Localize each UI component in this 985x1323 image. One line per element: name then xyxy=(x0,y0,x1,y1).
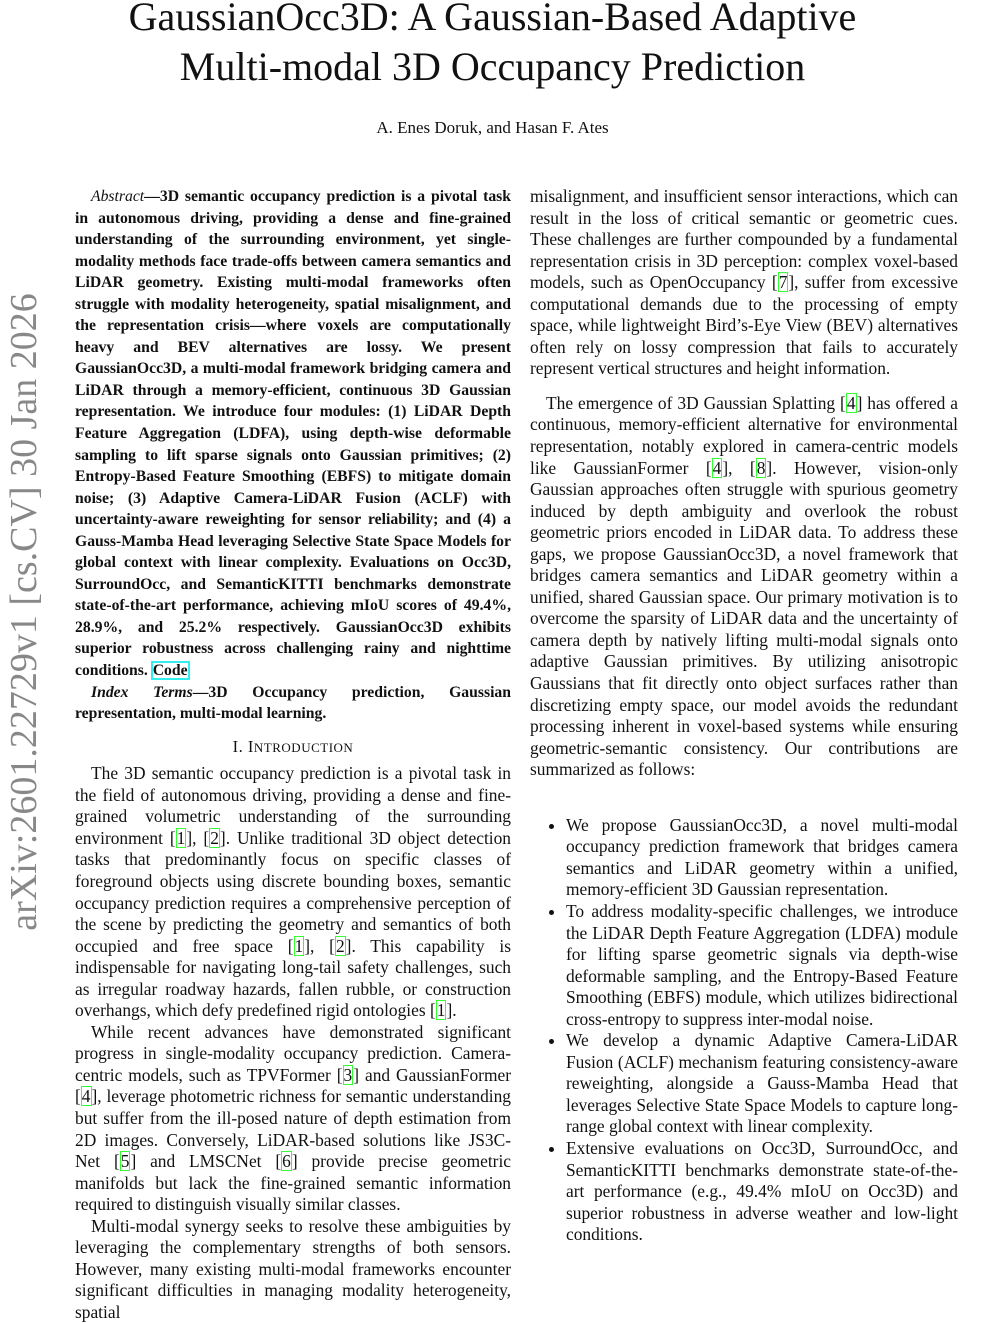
citation-link[interactable]: 4 xyxy=(81,1086,91,1107)
citation-link[interactable]: 8 xyxy=(756,457,766,478)
paragraph xyxy=(75,1022,511,1216)
paragraph xyxy=(530,393,958,781)
paragraph-text: ] and GaussianFormer [ xyxy=(75,1064,511,1107)
citation-link[interactable]: 1 xyxy=(294,935,304,956)
paragraph-text: ]. Unlike traditional 3D object detection tasks that predominantly focus on specific classes of foreground objects using discrete bounding boxes, semantic occupancy prediction requires a comprehensive perception of the scene by predicting the geometry and semantics of both occupied and free space [ xyxy=(75,827,511,956)
section-heading xyxy=(75,736,511,759)
left-body xyxy=(75,763,511,1323)
citation-link[interactable]: 4 xyxy=(712,457,722,478)
paragraph xyxy=(530,186,958,380)
title-line-2: Multi-modal 3D Occupancy Prediction xyxy=(179,44,806,89)
paragraph-text: While recent advances have demonstrated significant progress in single-modality occupancy prediction. Camera-centric models, such as TPVFormer [ xyxy=(75,1021,511,1085)
contributions-list xyxy=(530,815,958,1246)
abstract-label: Abstract xyxy=(91,188,145,205)
section-numeral: I. xyxy=(232,736,248,756)
paragraph-text: ], suffer from excessive computational demands due to the processing of empty space, while lightweight Bird’s-Eye View (BEV) alternatives often rely on lossy compression that fails to accurately represent vertical structures and height information. xyxy=(530,272,958,379)
section-initial: I xyxy=(247,736,254,756)
citation-link[interactable]: 2 xyxy=(335,935,345,956)
paragraph xyxy=(75,1216,511,1323)
paragraph-text: ], [ xyxy=(304,935,335,956)
title-line-1: GaussianOcc3D: A Gaussian-Based Adaptive xyxy=(128,0,857,39)
citation-link[interactable]: 3 xyxy=(343,1064,353,1085)
index-terms-text: —3D Occupancy prediction, Gaussian representation, multi-modal learning. xyxy=(75,683,511,723)
left-column xyxy=(75,186,511,1323)
code-link[interactable]: Code xyxy=(152,662,188,680)
paragraph-text: The 3D semantic occupancy prediction is a pivotal task in the field of autonomous driving, providing a dense and fine-grained volumetric understanding of the surrounding environment [ xyxy=(75,763,511,848)
paragraph-text: ], [ xyxy=(186,827,210,848)
paragraph-text: ] and LMSCNet [ xyxy=(130,1151,282,1172)
paragraph-text: ]. However, vision-only Gaussian approaches often struggle with spurious geometry induced by depth ambiguity and overlook the robust geometric priors encoded in LiDAR data. To address these gaps, we propose GaussianOcc3D, a novel framework that bridges camera semantics and LiDAR geometry within a unified, shared Gaussian space. Our primary motivation is to overcome the sparsity of LiDAR data and the uncertainty of camera depth by natively lifting multi-modal signals onto adaptive Gaussian primitives. By utilizing anisotropic Gaussians that fit directly onto object surfaces rather than discretizing empty space, our model avoids the redundant processing inherent in voxel-based systems while ensuring geometric-semantic consistency. Our contributions are summarized as follows: xyxy=(530,457,959,780)
paragraph-text: ] provide precise geometric manifolds but lack the fine-grained semantic information required to distinguish visually similar classes. xyxy=(75,1151,512,1215)
index-terms-label: Index Terms xyxy=(91,683,193,701)
paragraph-text: ]. This capability is indispensable for navigating long-tail safety challenges, such as irregular roadway hazards, fallen rubble, or construction overhangs, which defy predefined rigid ontologies [ xyxy=(75,935,511,1021)
paragraph-text: ]. xyxy=(446,1000,457,1021)
abstract-text: —3D semantic occupancy prediction is a pivotal task in autonomous driving, providing a dense and fine-grained understanding of the surrounding environment, yet single-modality methods face trade-offs between camera semantics and LiDAR geometry. Existing multi-modal frameworks often struggle with modality heterogeneity, spatial misalignment, and the representation crisis—where voxels are computationally heavy and BEV alternatives are lossy. We present GaussianOcc3D, a multi-modal framework bridging camera and LiDAR through a memory-efficient, continuous 3D Gaussian representation. We introduce four modules: (1) LiDAR Depth Feature Aggregation (LDFA), using depth-wise deformable sampling to lift sparse signals onto Gaussian primitives; (2) Entropy-Based Feature Smoothing (EBFS) to mitigate domain noise; (3) Adaptive Camera-LiDAR Fusion (ACLF) with uncertainty-aware reweighting for sensor reliability; and (4) a Gauss-Mamba Head leveraging Selective State Space Models for global context with linear complexity. Evaluations on Occ3D, SurroundOcc, and SemanticKITTI benchmarks demonstrate state-of-the-art performance, achieving mIoU scores of 49.4%, 28.9%, and 25.2% respectively. GaussianOcc3D exhibits superior robustness across challenging rainy and nighttime conditions. xyxy=(75,188,511,680)
right-body xyxy=(530,186,958,781)
authors: A. Enes Doruk, and Hasan F. Ates xyxy=(376,118,609,137)
paragraph-text: ] has offered a continuous, memory-efficient alternative for environmental representation, notably explored in camera-centric models like GaussianFormer [ xyxy=(530,392,959,478)
paragraph xyxy=(75,763,511,1022)
citation-link[interactable]: 7 xyxy=(778,272,788,293)
citation-link[interactable]: 5 xyxy=(120,1151,130,1172)
section-rest: NTRODUCTION xyxy=(253,739,354,755)
arxiv-stamp: arXiv:2601.22729v1 [cs.CV] 30 Jan 2026 xyxy=(3,293,45,931)
contribution-item: • We propose GaussianOcc3D, a novel multi-modal occupancy prediction framework that bridges camera semantics and LiDAR geometry within a unified, memory-efficient 3D Gaussian representation. xyxy=(566,815,958,901)
right-column xyxy=(530,186,958,1246)
contribution-item: • We develop a dynamic Adaptive Camera-LiDAR Fusion (ACLF) mechanism featuring consistency-aware reweighting, alongside a Gauss-Mamba Head that leverages Selective State Space Models to capture long-range global context with linear complexity. xyxy=(566,1030,958,1138)
citation-link[interactable]: 1 xyxy=(436,1000,446,1021)
contribution-item: • To address modality-specific challenges, we introduce the LiDAR Depth Feature Aggregation (LDFA) module for lifting sparse geometric signals via depth-wise deformable sampling, and the Entropy-Based Feature Smoothing (EBFS) module, which utilizes bidirectional cross-entropy to suppress inter-modal noise. xyxy=(566,901,958,1030)
paper-title xyxy=(0,0,985,92)
paragraph-text: misalignment, and insufficient sensor interactions, which can result in the loss of critical semantic or geometric cues. These challenges are further compounded by a fundamental representation crisis in 3D perception: complex voxel-based models, such as OpenOccupancy [ xyxy=(530,186,958,293)
citation-link[interactable]: 6 xyxy=(282,1151,291,1172)
paragraph-text: ], [ xyxy=(722,457,756,478)
contribution-item: • Extensive evaluations on Occ3D, SurroundOcc, and SemanticKITTI benchmarks demonstrate state-of-the-art performance (e.g., 49.4% mIoU on Occ3D) and superior robustness in adverse weather and low-light conditions. xyxy=(566,1138,958,1246)
index-terms xyxy=(75,682,511,725)
paragraph-text: ], leverage photometric richness for semantic understanding but suffer from the ill-posed nature of depth estimation from 2D images. Conversely, LiDAR-based solutions like JS3C-Net [ xyxy=(75,1086,511,1172)
citation-link[interactable]: 2 xyxy=(210,827,219,848)
paragraph-text: The emergence of 3D Gaussian Splatting [ xyxy=(546,392,846,413)
citation-link[interactable]: 4 xyxy=(846,392,856,413)
abstract xyxy=(75,186,511,682)
citation-link[interactable]: 1 xyxy=(176,827,186,848)
paragraph-text: Multi-modal synergy seeks to resolve these ambiguities by leveraging the complementary strengths of both sensors. However, many existing multi-modal frameworks encounter significant difficulties in managing modality heterogeneity, spatial xyxy=(75,1215,511,1322)
